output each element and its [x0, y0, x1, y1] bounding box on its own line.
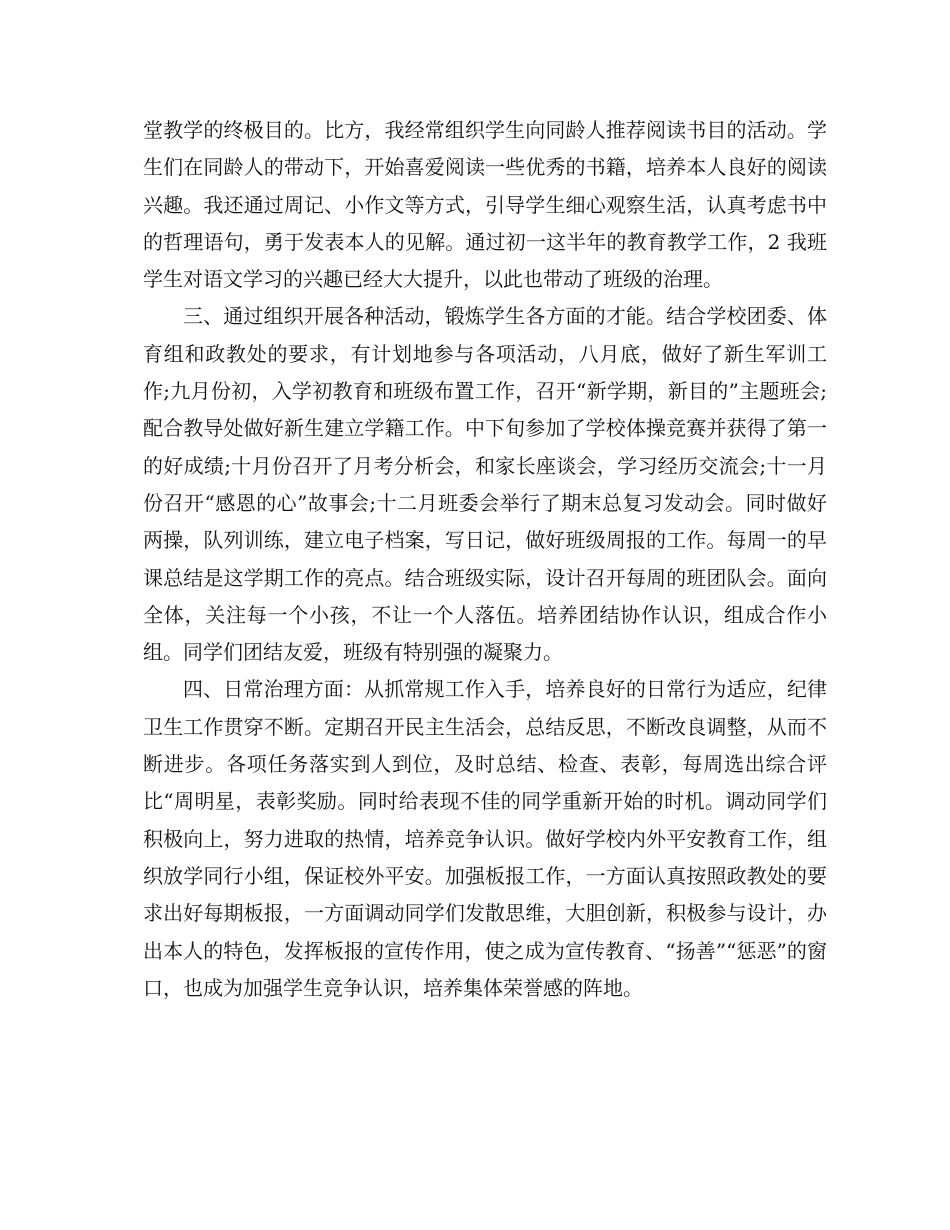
document-body — [143, 112, 827, 1007]
paragraph-daily-management: 四、日常治理方面：从抓常规工作入手，培养良好的日常行为适应，纪律卫生工作贯穿不断。定期召开民主生活会，总结反思，不断改良调整，从而不断进步。各项任务落实到人到位，及时总结、检查、表彰，每周选出综合评比“周明星，表彰奖励。同时给表现不佳的同学重新开始的时机。调动同学们积极向上，努力进取的热情，培养竞争认识。做好学校内外平安教育工作，组织放学同行小组，保证校外平安。加强板报工作，一方面认真按照政教处的要求出好每期板报，一方面调动同学们发散思维，大胆创新，积极参与设计，办出本人的特色，发挥板报的宣传作用，使之成为宣传教育、“扬善”“惩恶”的窗口，也成为加强学生竞争认识，培养集体荣誉感的阵地。 — [143, 677, 827, 1000]
paragraph-activities: 三、通过组织开展各种活动，锻炼学生各方面的才能。结合学校团委、体育组和政教处的要求，有计划地参与各项活动，八月底，做好了新生军训工作;九月份初，入学初教育和班级布置工作，召开“新学期，新目的”主题班会;配合教导处做好新生建立学籍工作。中下旬参加了学校体操竞赛并获得了第一的好成绩;十月份召开了月考分析会，和家长座谈会，学习经历交流会;十一月份召开“感恩的心”故事会;十二月班委会举行了期末总复习发动会。同时做好两操，队列训练，建立电子档案，写日记，做好班级周报的工作。每周一的早课总结是这学期工作的亮点。结合班级实际，设计召开每周的班团队会。面向全体，关注每一个小孩，不让一个人落伍。培养团结协作认识，组成合作小组。同学们团结友爱，班级有特别强的凝聚力。 — [143, 304, 827, 665]
paragraph-continuation: 堂教学的终极目的。比方，我经常组织学生向同龄人推荐阅读书目的活动。学生们在同龄人的带动下，开始喜爱阅读一些优秀的书籍，培养本人良好的阅读兴趣。我还通过周记、小作文等方式，引导学生细心观察生活，认真考虑书中的哲理语句，勇于发表本人的见解。通过初一这半年的教育教学工作，2 我班学生对语文学习的兴趣已经大大提升，以此也带动了班级的治理。 — [143, 118, 827, 292]
